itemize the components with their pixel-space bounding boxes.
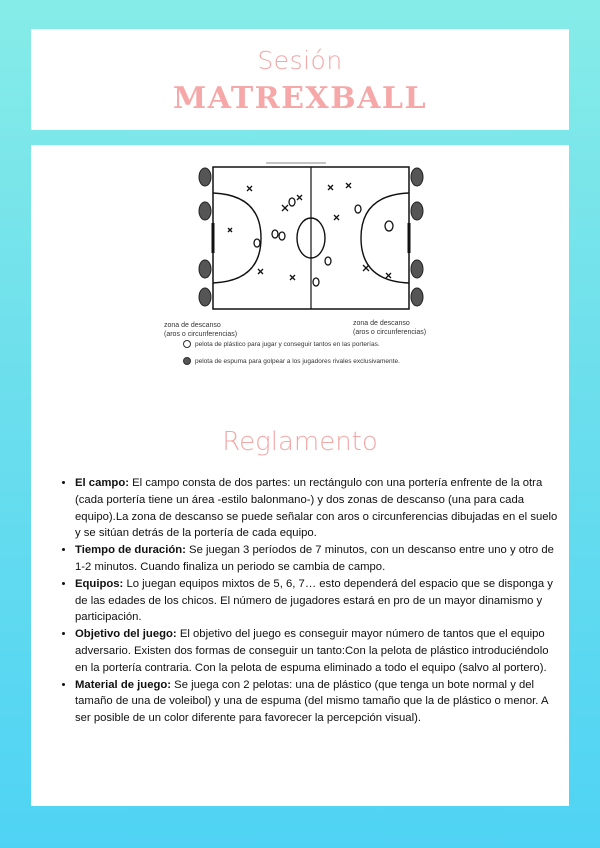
zone-label-right-line2: (aros o circunferencias) [353,329,427,336]
field-diagram-svg [166,157,466,317]
zone-label-left-line2: (aros o circunferencias) [164,331,238,338]
rule-term: Material de juego: [75,678,172,691]
legend-text-plastic: pelota de plástico para jugar y conseguir tantos en las porterías. [195,340,380,348]
rules-list [59,475,561,727]
rule-text: Lo juegan equipos mixtos de 5, 6, 7… esto dependerá del espacio que se disponga y de las edades de los chicos. El número de jugadores estará en pro de un mayor dinamismo y participación. [75,577,553,624]
rule-term: Tiempo de duración: [75,544,186,557]
rule-term: Objetivo del juego: [75,628,177,641]
legend-text-foam: pelota de espuma para golpear a los jugadores rivales exclusivamente. [195,357,400,365]
zone-label-left-line1: zona de descanso [164,322,221,329]
rule-text: Se juegan 3 períodos de 7 minutos, con un descanso entre uno y otro de 1-2 minutos. Cuando finaliza un periodo se cambia de campo. [75,544,554,573]
rule-text: El campo consta de dos partes: un rectángulo con una portería enfrente de la otra (cada portería tiene un área -estilo balonmano-) y dos zonas de descanso (una para cada equipo).La zona de descanso se puede señalar con aros o circunferencias dibujadas en el suelo y se sitúan detrás de la portería de cada equipo. [75,477,558,540]
page-title: MATREXBALL [172,81,428,116]
field-diagram [166,157,466,387]
content-card [31,145,569,806]
rule-text: El objetivo del juego es conseguir mayor número de tantos que el equipo adversario. Existen dos formas de conseguir un tanto:Con la pelota de plástico introduciéndolo en la portería contraria. Con la pelota de espuma eliminado a todo el equipo (salvo al portero). [75,628,549,674]
rule-term: Equipos: [75,577,124,590]
zone-label-left [164,321,237,339]
rule-item [75,576,561,626]
left-goal-area [213,193,261,283]
hollow-ball-icon [183,340,191,348]
rule-item [75,626,561,676]
page-subtitle: Sesión [257,46,343,75]
section-title: Reglamento [222,427,378,457]
filled-ball-icon [183,357,191,365]
rule-text: Se juega con 2 pelotas: una de plástico (que tenga un bote normal y del tamaño de una de voleibol) y una de espuma (del mismo tamaño que la de plástico o menor. A ser posible de un color diferente para favorecer la percepción visual). [75,678,548,725]
zone-label-right [353,319,426,337]
legend-item-plastic [183,340,380,348]
rule-term: El campo: [75,477,129,489]
rule-item [75,475,561,542]
zone-label-right-line1: zona de descanso [353,320,410,327]
rule-item [75,542,561,576]
legend-item-foam [183,357,400,365]
header-card [31,29,569,130]
rule-item [75,677,561,727]
